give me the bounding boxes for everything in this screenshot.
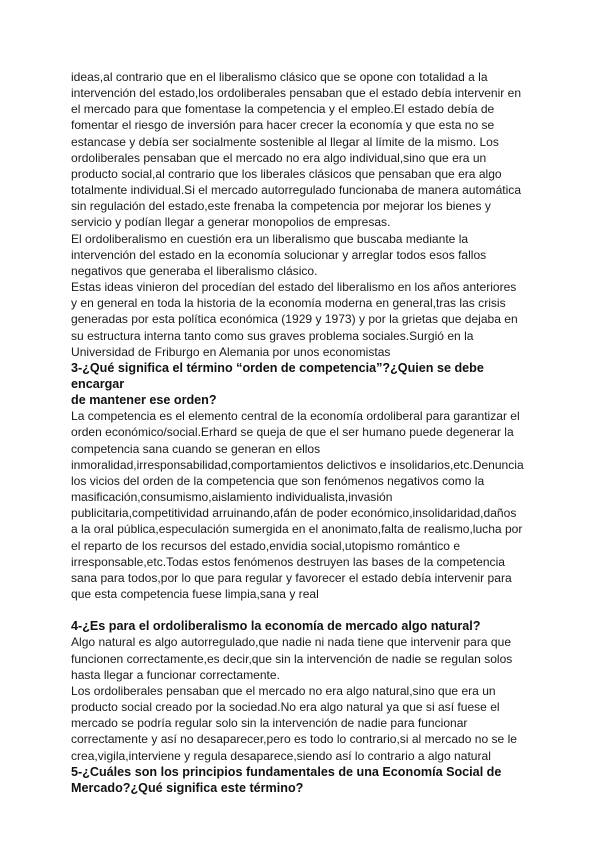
answer-4-paragraph-2: Los ordoliberales pensaban que el mercado no era algo natural,sino que era un producto social creado por la sociedad.No era algo natural ya que si así fuese el mercado se podría regular solo sin la intervención de nadie para funcionar correctamente y así no desaparecer,pero es todo lo contrario,si al mercado no se le crea,vigila,interviene y regula desaparece,siendo así lo contrario a algo natural bbox=[71, 683, 517, 763]
question-4-heading: 4-¿Es para el ordoliberalismo la economía de mercado algo natural? bbox=[71, 619, 481, 634]
answer-3-paragraph: La competencia es el elemento central de la economía ordoliberal para garantizar el orden económico/social.Erhard se queja de que el ser humano puede degenerar la competencia sana cuando se generan en ellos inmoralidad,irresponsabilidad,comportamientos delictivos e insolidarios,etc.Denuncia los vicios del orden de la competencia que son fenómenos negativos como la masificación,consumismo,aislamiento individualista,invasión publicitaria,competitividad arruinando,afán de poder económico,insolidaridad,daños a la oral pública,especulación sumergida en el anonimato,falta de realismo,lucha por el reparto de los recursos del estado,envidia social,utopismo romántico e irresponsable,etc.Todas estos fenómenos destruyen las bases de la competencia sana para todos,por lo que para regular y favorecer el estado debía intervenir para que esta competencia fuese limpia,sana y real bbox=[71, 409, 524, 601]
intro-paragraph-2: El ordoliberalismo en cuestión era un liberalismo que buscaba mediante la intervención del estado en la economía solucionar y arreglar todos esos fallos negativos que generaba el liberalismo clásico. bbox=[71, 231, 487, 278]
document-body bbox=[71, 69, 533, 796]
intro-paragraph-1: ideas,al contrario que en el liberalismo clásico que se opone con totalidad a la intervención del estado,los ordoliberales pensaban que el estado debía intervenir en el mercado para que fomentase la competencia y el empleo.El estado debía de fomentar el riesgo de inversión para hacer crecer la economía y que esta no se estancase y debía ser socialmente sostenible al llegar al límite de la mismo. Los ordoliberales pensaban que el mercado no era algo individual,sino que era un producto social,al contrario que los liberales clásicos que pensaban que era algo totalmente individual.Si el mercado autorregulado funcionaba de manera automática sin regulación del estado,este frenaba la competencia por mejorar los bienes y servicio y podían llegar a generar monopolios de empresas. bbox=[71, 70, 522, 230]
paragraph-spacer bbox=[71, 602, 533, 618]
intro-paragraph-3: Estas ideas vinieron del procedían del estado del liberalismo en los años anteriores y en general en toda la historia de la economía moderna en general,tras las crisis generadas por esta política económica (1929 y 1973) y por la grietas que dejaba en su estructura interna tanto como sus graves problema sociales.Surgió en la Universidad de Friburgo en Alemania por unos economistas bbox=[71, 280, 518, 359]
question-5-heading: 5-¿Cuáles son los principios fundamentales de una Economía Social de Mercado?¿Qué significa este término? bbox=[71, 764, 502, 795]
question-3-heading: 3-¿Qué significa el término “orden de competencia”?¿Quien se debe encargar de mantener ese orden? bbox=[71, 360, 484, 408]
answer-4-paragraph-1: Algo natural es algo autorregulado,que nadie ni nada tiene que intervenir para que funcionen correctamente,es decir,que sin la intervención de nadie se regulan solos hasta llegar a funcionar correctamente. bbox=[71, 635, 513, 682]
